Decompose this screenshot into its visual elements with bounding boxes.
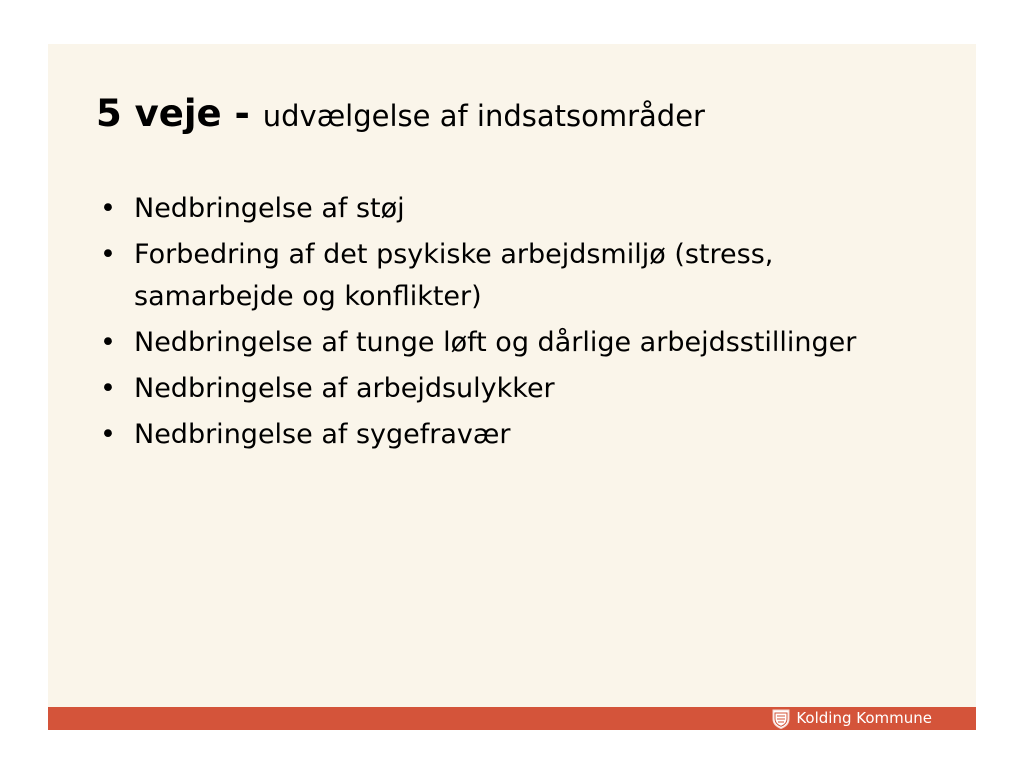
slide	[48, 44, 976, 730]
bullet-item	[96, 322, 896, 364]
bullet-item	[96, 234, 896, 318]
bullet-marker: •	[100, 373, 116, 404]
bullet-marker: •	[100, 327, 116, 358]
bullet-item	[96, 414, 896, 456]
bullet-marker: •	[100, 193, 116, 224]
slide-title-rest: udvælgelse af indsatsområder	[262, 99, 705, 133]
footer-bar	[48, 707, 976, 730]
bullet-text: Nedbringelse af sygefravær	[134, 419, 511, 450]
footer-brand-label: Kolding Kommune	[796, 709, 932, 727]
bullet-marker: •	[100, 239, 116, 270]
bullet-text: Nedbringelse af tunge løft og dårlige arbejdsstillinger	[134, 327, 857, 358]
bullet-text: Forbedring af det psykiske arbejdsmiljø (stress, samarbejde og konflikter)	[134, 239, 774, 312]
bullet-item	[96, 368, 896, 410]
footer-brand	[772, 708, 932, 729]
bullet-text: Nedbringelse af arbejdsulykker	[134, 373, 555, 404]
bullet-text: Nedbringelse af støj	[134, 193, 405, 224]
slide-title	[96, 92, 705, 138]
slide-title-bold: 5 veje -	[96, 92, 263, 135]
bullet-item	[96, 188, 896, 230]
crest-icon	[772, 709, 790, 729]
bullet-list	[96, 188, 896, 460]
bullet-marker: •	[100, 419, 116, 450]
